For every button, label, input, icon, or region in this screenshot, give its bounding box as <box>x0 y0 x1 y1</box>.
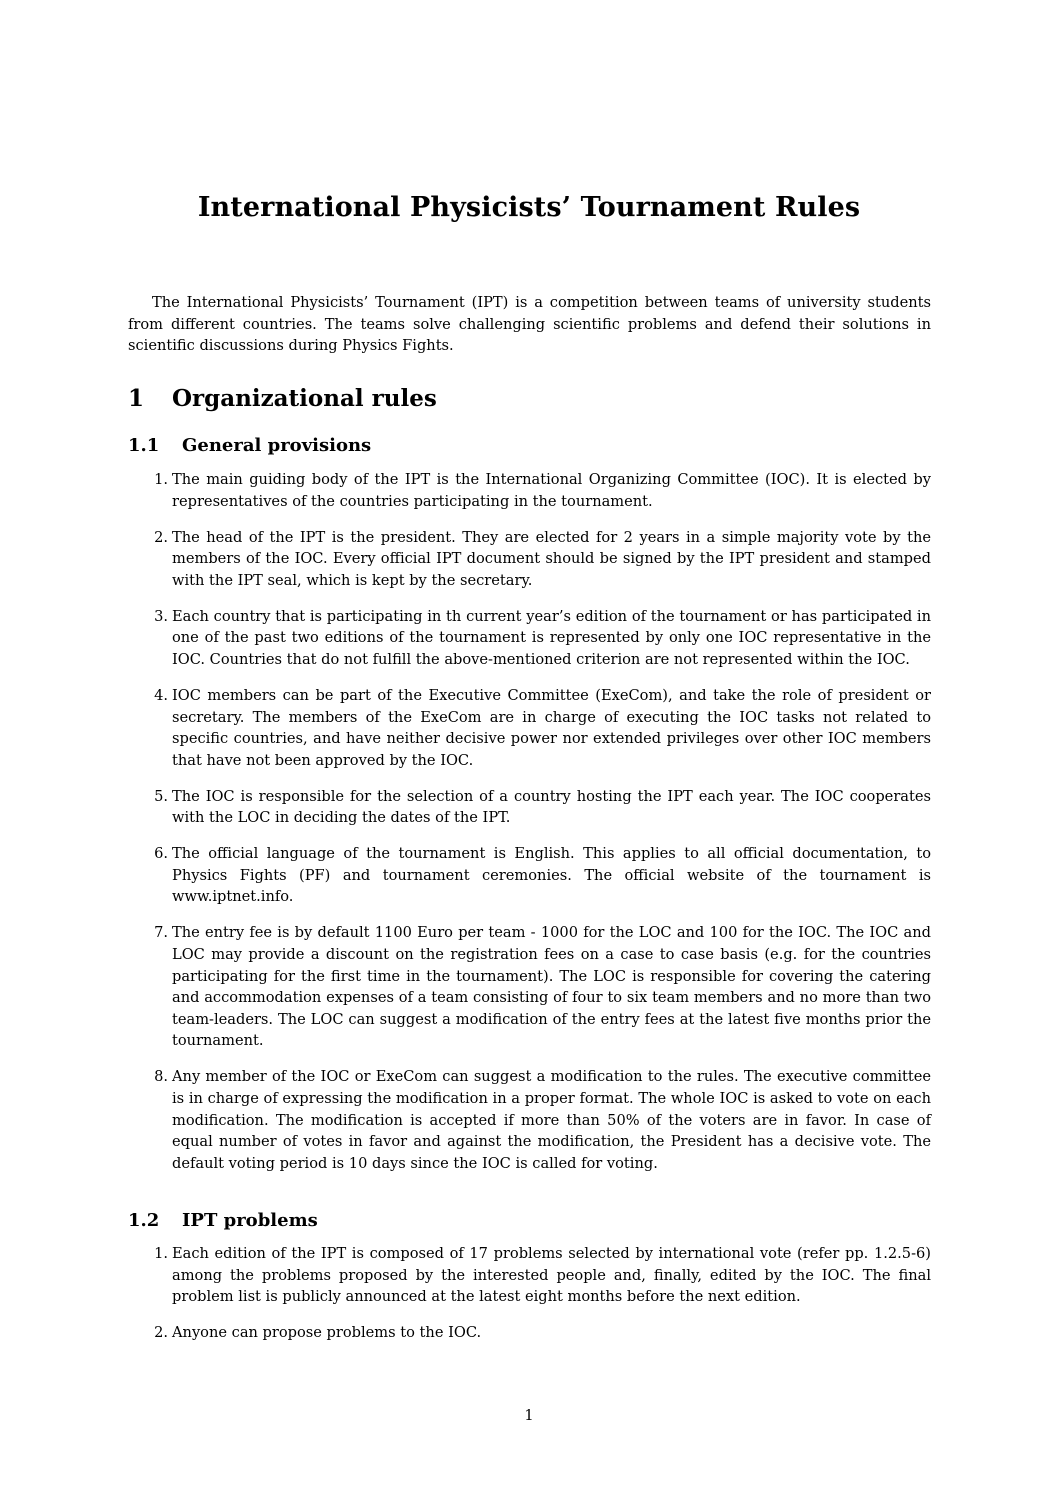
list-item-text: The main guiding body of the IPT is the International Organizing Committee (IOC). It is elected by representatives of the countries participating in the tournament. <box>172 471 931 510</box>
subsection-heading-general-provisions <box>128 435 371 456</box>
section-heading-organizational-rules <box>128 385 437 412</box>
list-item-number: 2. <box>154 1324 168 1342</box>
list-item <box>154 685 931 771</box>
subsection-title: IPT problems <box>182 1210 318 1231</box>
list-item-text: IOC members can be part of the Executive Committee (ExeCom), and take the role of president or secretary. The members of the ExeCom are in charge of executing the IOC tasks not related to specific countries, and have neither decisive power nor extended privileges over other IOC members that have not been approved by the IOC. <box>172 686 931 769</box>
ipt-problems-list <box>0 1243 1058 1358</box>
list-item-number: 1. <box>154 471 168 488</box>
list-item <box>154 606 931 671</box>
list-item-text: Any member of the IOC or ExeCom can suggest a modification to the rules. The executive committee is in charge of expressing the modification in a proper format. The whole IOC is asked to vote on each modification. The modification is accepted if more than 50% of the voters are in favor. In case of equal number of votes in favor and against the modification, the President has a decisive vote. The default voting period is 10 days since the IOC is called for voting. <box>172 1068 931 1172</box>
subsection-number: 1.1 <box>128 435 160 456</box>
list-item-number: 5. <box>154 787 168 805</box>
document-title: International Physicists’ Tournament Rules <box>197 192 861 223</box>
list-item-number: 6. <box>154 845 168 863</box>
list-item-number: 3. <box>154 607 168 625</box>
subsection-heading-ipt-problems <box>128 1210 318 1231</box>
list-item-text: The entry fee is by default 1100 Euro per team - 1000 for the LOC and 100 for the IOC. The IOC and LOC may provide a discount on the registration fees on a case to case basis (e.g. for the countries participating for the first time in the tournament). The LOC is responsible for covering the catering and accommodation expenses of a team consisting of four to six team members and no more than two team-leaders. The LOC can suggest a modification of the entry fees at the latest five months prior the tournament. <box>172 924 931 1050</box>
subsection-title: General provisions <box>182 435 372 456</box>
list-item-number: 1. <box>154 1245 168 1262</box>
subsection-number: 1.2 <box>128 1210 160 1231</box>
list-item <box>154 786 931 829</box>
section-title: Organizational rules <box>172 385 437 412</box>
list-item <box>154 469 931 512</box>
list-item-number: 4. <box>154 686 168 704</box>
list-item <box>154 1243 931 1308</box>
list-item-text: The head of the IPT is the president. They are elected for 2 years in a simple majority vote by the members of the IOC. Every official IPT document should be signed by the IPT president and stamped with the IPT seal, which is kept by the secretary. <box>172 528 931 589</box>
list-item <box>154 843 931 908</box>
list-item-text: Each country that is participating in th current year’s edition of the tournament or has participated in one of the past two editions of the tournament is represented by only one IOC representative in the IOC. Countries that do not fulfill the above-mentioned criterion are not represented within the IOC. <box>172 607 931 668</box>
section-number: 1 <box>128 385 145 412</box>
list-item <box>154 1322 931 1344</box>
list-item-text: The official language of the tournament is English. This applies to all official documentation, to Physics Fights (PF) and tournament ceremonies. The official website of the tournament is www.iptnet.info. <box>172 845 931 906</box>
page-number: 1 <box>524 1407 534 1424</box>
abstract-paragraph: The International Physicists’ Tournament (IPT) is a competition between teams of university students from different countries. The teams solve challenging scientific problems and defend their solutions in scientific discussions during Physics Fights. <box>128 294 931 355</box>
list-item-number: 8. <box>154 1068 168 1086</box>
list-item-number: 7. <box>154 924 168 942</box>
list-item <box>154 527 931 592</box>
list-item <box>154 1066 931 1174</box>
list-item-text: Anyone can propose problems to the IOC. <box>172 1324 482 1342</box>
list-item-text: Each edition of the IPT is composed of 17 problems selected by international vote (refer pp. 1.2.5-6) among the problems proposed by the interested people and, finally, edited by the IOC. The final problem list is publicly announced at the latest eight months before the next edition. <box>172 1245 931 1306</box>
list-item <box>154 922 931 1052</box>
general-provisions-list <box>0 469 1058 1189</box>
list-item-number: 2. <box>154 528 168 546</box>
list-item-text: The IOC is responsible for the selection of a country hosting the IPT each year. The IOC cooperates with the LOC in deciding the dates of the IPT. <box>172 787 931 827</box>
